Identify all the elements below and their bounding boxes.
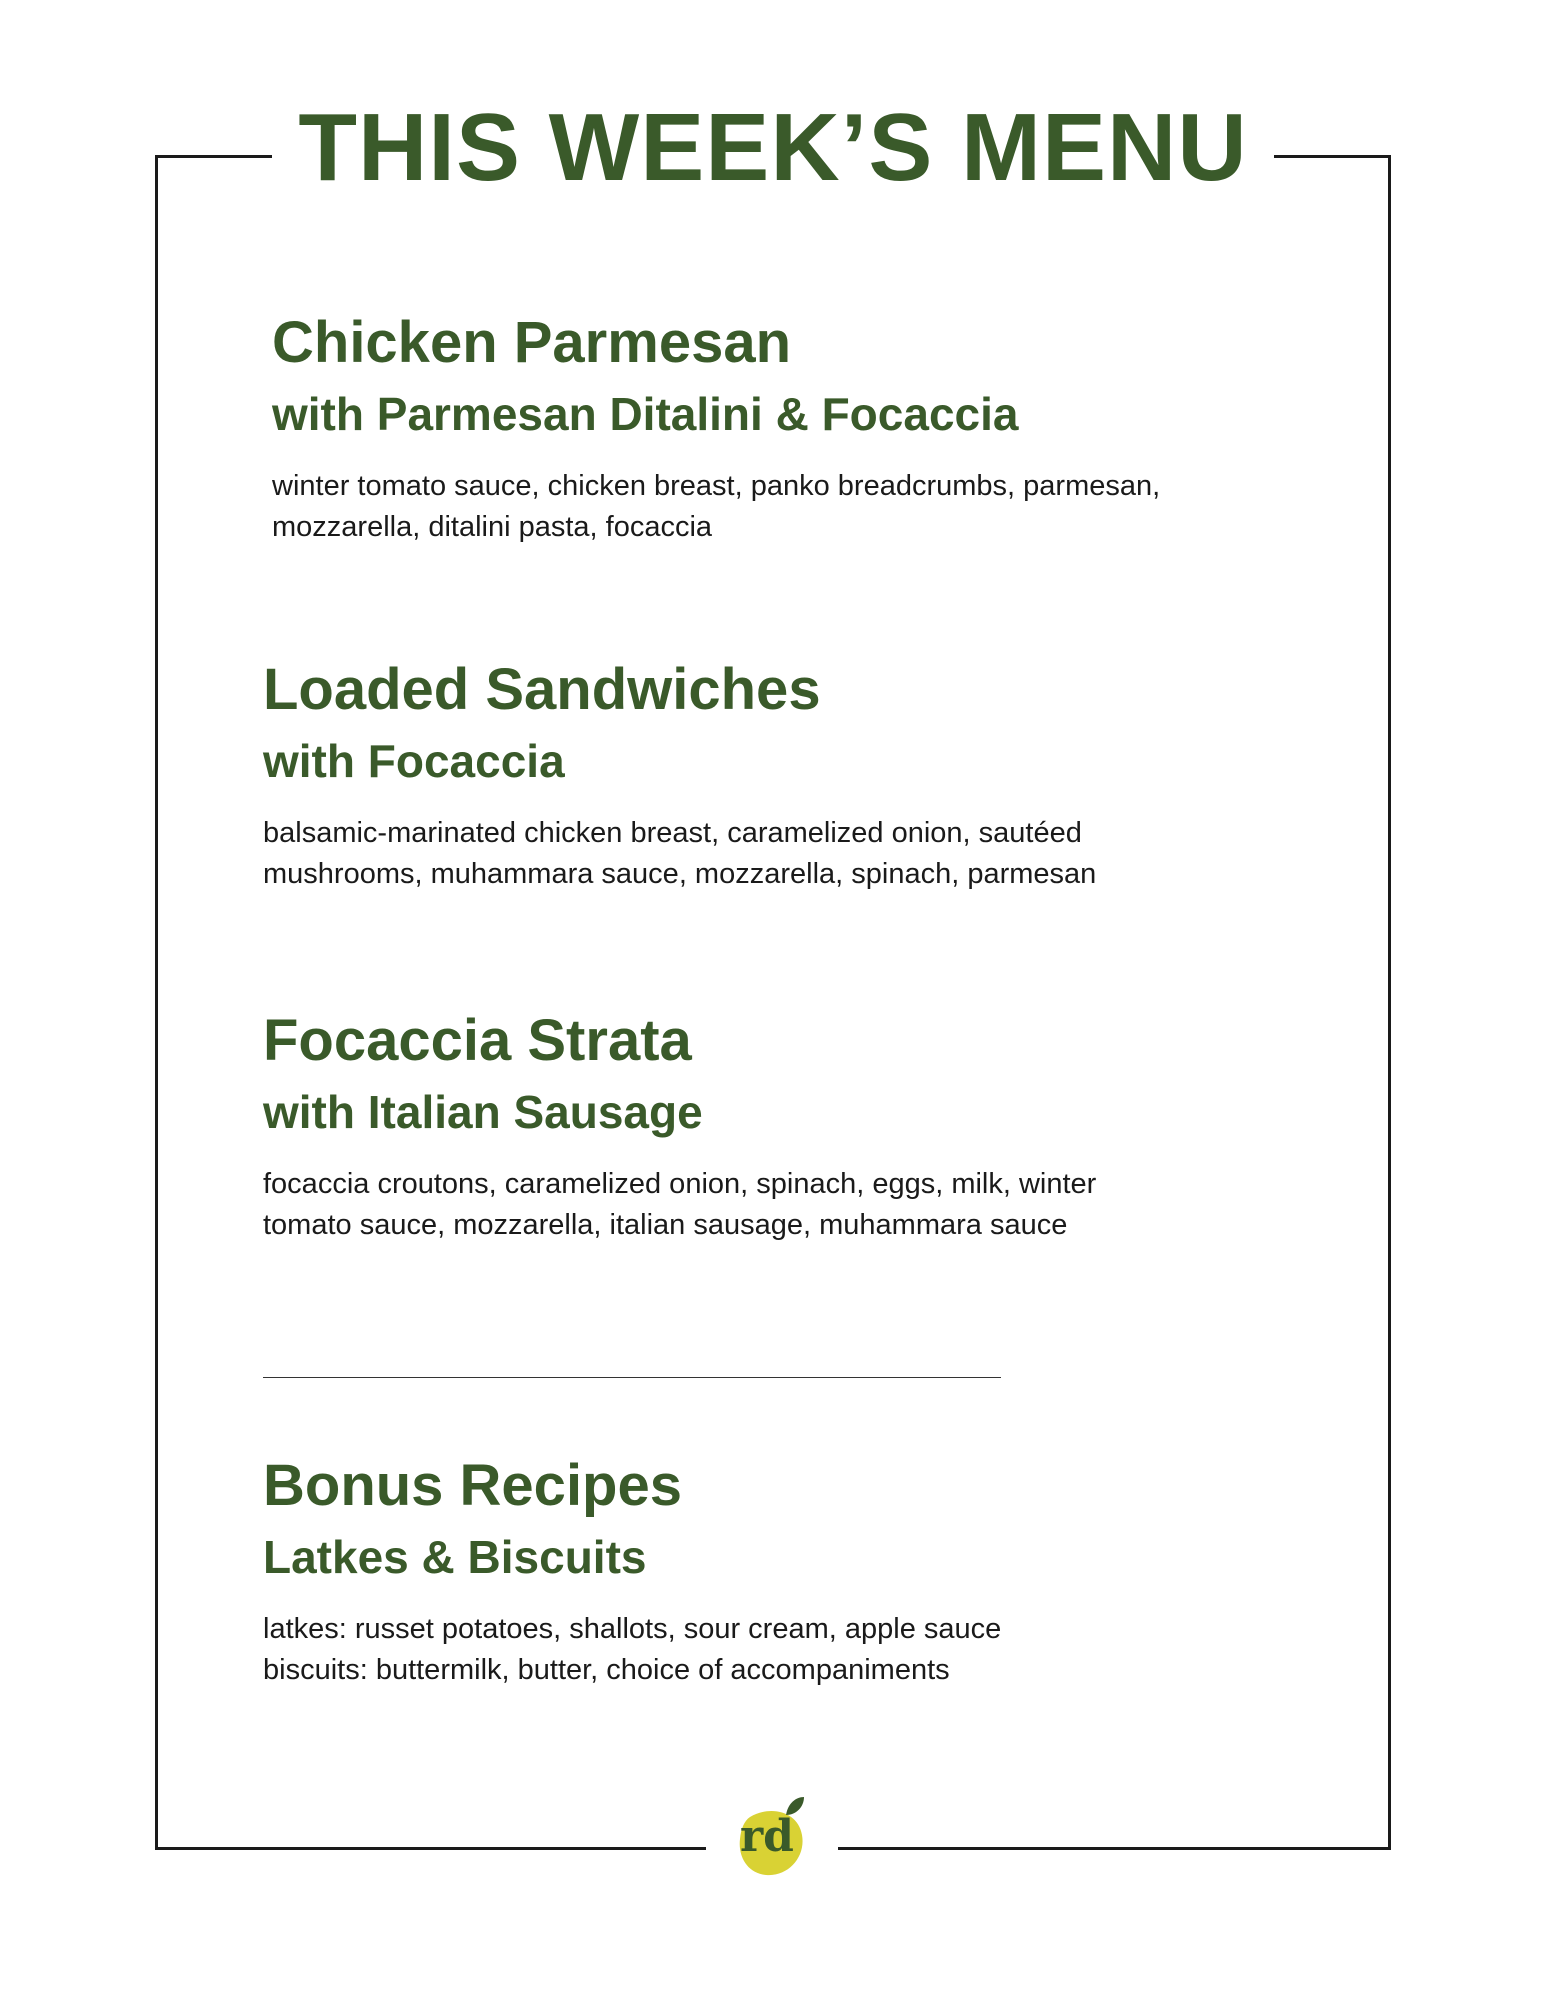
menu-item-chicken-parmesan — [272, 308, 1160, 548]
description-line: tomato sauce, mozzarella, italian sausage, muhammara sauce — [263, 1209, 1068, 1241]
frame-left-line — [155, 155, 158, 1850]
menu-item-subtitle: with Focaccia — [263, 735, 565, 787]
menu-item-name: Loaded Sandwiches — [263, 657, 821, 722]
menu-item-description — [263, 1164, 1096, 1246]
frame-bottom-left-line — [155, 1847, 706, 1850]
description-line: winter tomato sauce, chicken breast, panko breadcrumbs, parmesan, — [272, 470, 1161, 502]
menu-item-name: Chicken Parmesan — [272, 310, 792, 375]
section-divider — [263, 1377, 1001, 1378]
description-line: mushrooms, muhammara sauce, mozzarella, spinach, parmesan — [263, 858, 1097, 890]
page-title: THIS WEEK’S MENU — [298, 94, 1248, 201]
menu-item-description — [272, 466, 1160, 548]
menu-item-description — [263, 1609, 1001, 1691]
description-line: latkes: russet potatoes, shallots, sour cream, apple sauce — [263, 1613, 1002, 1645]
description-line: mozzarella, ditalini pasta, focaccia — [272, 511, 713, 543]
lemon-logo-icon — [736, 1795, 808, 1880]
frame-top-left-line — [155, 155, 272, 158]
menu-item-subtitle: Latkes & Biscuits — [263, 1531, 647, 1583]
frame-right-line — [1388, 155, 1391, 1850]
menu-item-subtitle: with Italian Sausage — [263, 1086, 703, 1138]
menu-item-name: Focaccia Strata — [263, 1008, 692, 1073]
menu-item-subtitle: with Parmesan Ditalini & Focaccia — [272, 388, 1019, 440]
menu-item-focaccia-strata — [263, 1006, 1096, 1246]
menu-item-bonus-recipes — [263, 1451, 1001, 1691]
frame-top-right-line — [1274, 155, 1391, 158]
menu-item-description — [263, 813, 1096, 895]
frame-bottom-right-line — [838, 1847, 1391, 1850]
logo-text: rd — [740, 1811, 794, 1862]
description-line: biscuits: buttermilk, butter, choice of accompaniments — [263, 1654, 950, 1686]
description-line: balsamic-marinated chicken breast, caramelized onion, sautéed — [263, 817, 1082, 849]
menu-item-name: Bonus Recipes — [263, 1453, 682, 1518]
menu-item-loaded-sandwiches — [263, 655, 1096, 895]
description-line: focaccia croutons, caramelized onion, spinach, eggs, milk, winter — [263, 1168, 1097, 1200]
